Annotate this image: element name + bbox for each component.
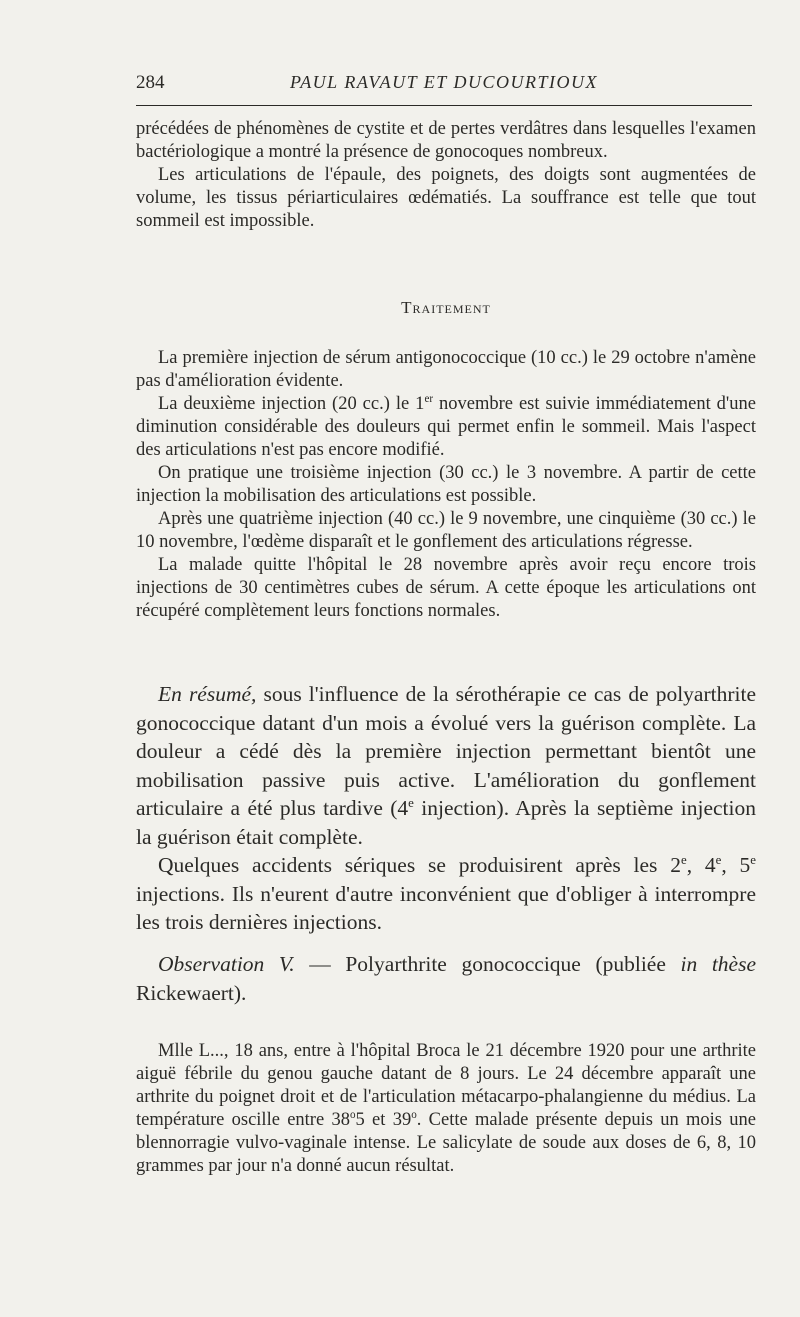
summary-p1-text-b: injection). Après la septième injection la guérison était complète. [136,796,756,849]
treatment-paragraph-4: Après une quatrième injection (40 cc.) le 9 novembre, une cinquième (30 cc.) le 10 novembre, l'œdème disparaît et le gonflement des articulations régresse. [136,509,756,552]
summary-section [136,680,756,937]
case-sup-2: o [411,1108,417,1121]
treatment-paragraph-3: On pratique une troisième injection (30 cc.) le 3 novembre. A partir de cette injection la mobilisation des articulations est possible. [136,463,756,506]
case-paragraph [136,1040,756,1178]
header-rule [136,105,752,106]
observation-in-these: in thèse [680,952,757,976]
intro-paragraph-1: précédées de phénomènes de cystite et de pertes verdâtres dans lesquelles l'examen bactériologique a montré la présence de gonocoques nombreux. [136,119,756,162]
page-header [136,72,752,102]
case-text-c: . Cette malade présente depuis un mois une blennorragie vulvo-vaginale intense. Le salicylate de soude aux doses de 6, 8, 10 grammes par jour n'a donné aucun résultat. [136,1110,756,1176]
intro-section [136,118,756,233]
treatment-p2-text-a: La deuxième injection (20 cc.) le 1 [158,394,425,414]
observation-heading-text [136,950,756,1007]
treatment-section [136,347,756,623]
summary-p2-text-b: , 4 [686,853,716,877]
summary-p2-text-a: Quelques accidents sériques se produisirent après les 2 [158,853,681,877]
observation-text-a: — Polyarthrite gonococcique (publiée [294,952,681,976]
summary-p2-text-c: , 5 [721,853,751,877]
page-number: 284 [136,72,165,93]
summary-p1-text-a: sous l'influence de la sérothérapie ce cas de polyarthrite gonococcique datant d'un mois a évolué vers la guérison complète. La douleur a cédé dès la première injection permettant bientôt une mobilisation passive puis active. L'amélioration du gonflement articulaire a été plus tardive (4 [136,682,756,820]
case-section [136,1040,756,1178]
observation-label: Observation V. [158,952,295,976]
summary-paragraph-2 [136,851,756,937]
intro-paragraph-2: Les articulations de l'épaule, des poignets, des doigts sont augmentées de volume, les tissus périarticulaires œdématiés. La souffrance est telle que tout sommeil est impossible. [136,165,756,231]
summary-emphasis: En résumé, [158,682,257,706]
running-head: PAUL RAVAUT ET DUCOURTIOUX [290,72,598,92]
summary-p2-sup-3: e [750,852,757,867]
treatment-paragraph-5: La malade quitte l'hôpital le 28 novembre après avoir reçu encore trois injections de 30 centimètres cubes de sérum. A cette époque les articulations ont récupéré complètement leurs fonctions normales. [136,555,756,621]
summary-p2-sup-1: e [680,852,687,867]
treatment-paragraph-1: La première injection de sérum antigonococcique (10 cc.) le 29 octobre n'amène pas d'amélioration évidente. [136,348,756,391]
observation-text-b: Rickewaert). [136,980,247,1005]
treatment-p2-text-b: novembre est suivie immédiatement d'une diminution considérable des douleurs qui permet enfin le sommeil. Mais l'aspect des articulations n'est pas encore modifié. [136,394,756,460]
summary-p2-sup-2: e [715,852,722,867]
summary-paragraph-1 [136,680,756,851]
case-sup-1: o [349,1108,356,1121]
treatment-p2-sup: er [424,392,434,405]
case-text-b: 5 et 39 [355,1110,412,1130]
summary-p1-sup: e [408,795,414,810]
case-text-a: Mlle L..., 18 ans, entre à l'hôpital Broca le 21 décembre 1920 pour une arthrite aiguë fébrile du genou gauche datant de 8 jours. Le 24 décembre apparaît une arthrite du poignet droit et de l'articulation métacarpo-phalangienne du médius. La température oscille entre 38 [136,1041,756,1130]
section-title: Traitement [401,298,491,317]
treatment-paragraph-2 [136,393,756,462]
summary-p2-text-d: injections. Ils n'eurent d'autre inconvénient que d'obliger à interrompre les trois dernières injections. [136,881,756,934]
observation-heading [136,950,756,1007]
